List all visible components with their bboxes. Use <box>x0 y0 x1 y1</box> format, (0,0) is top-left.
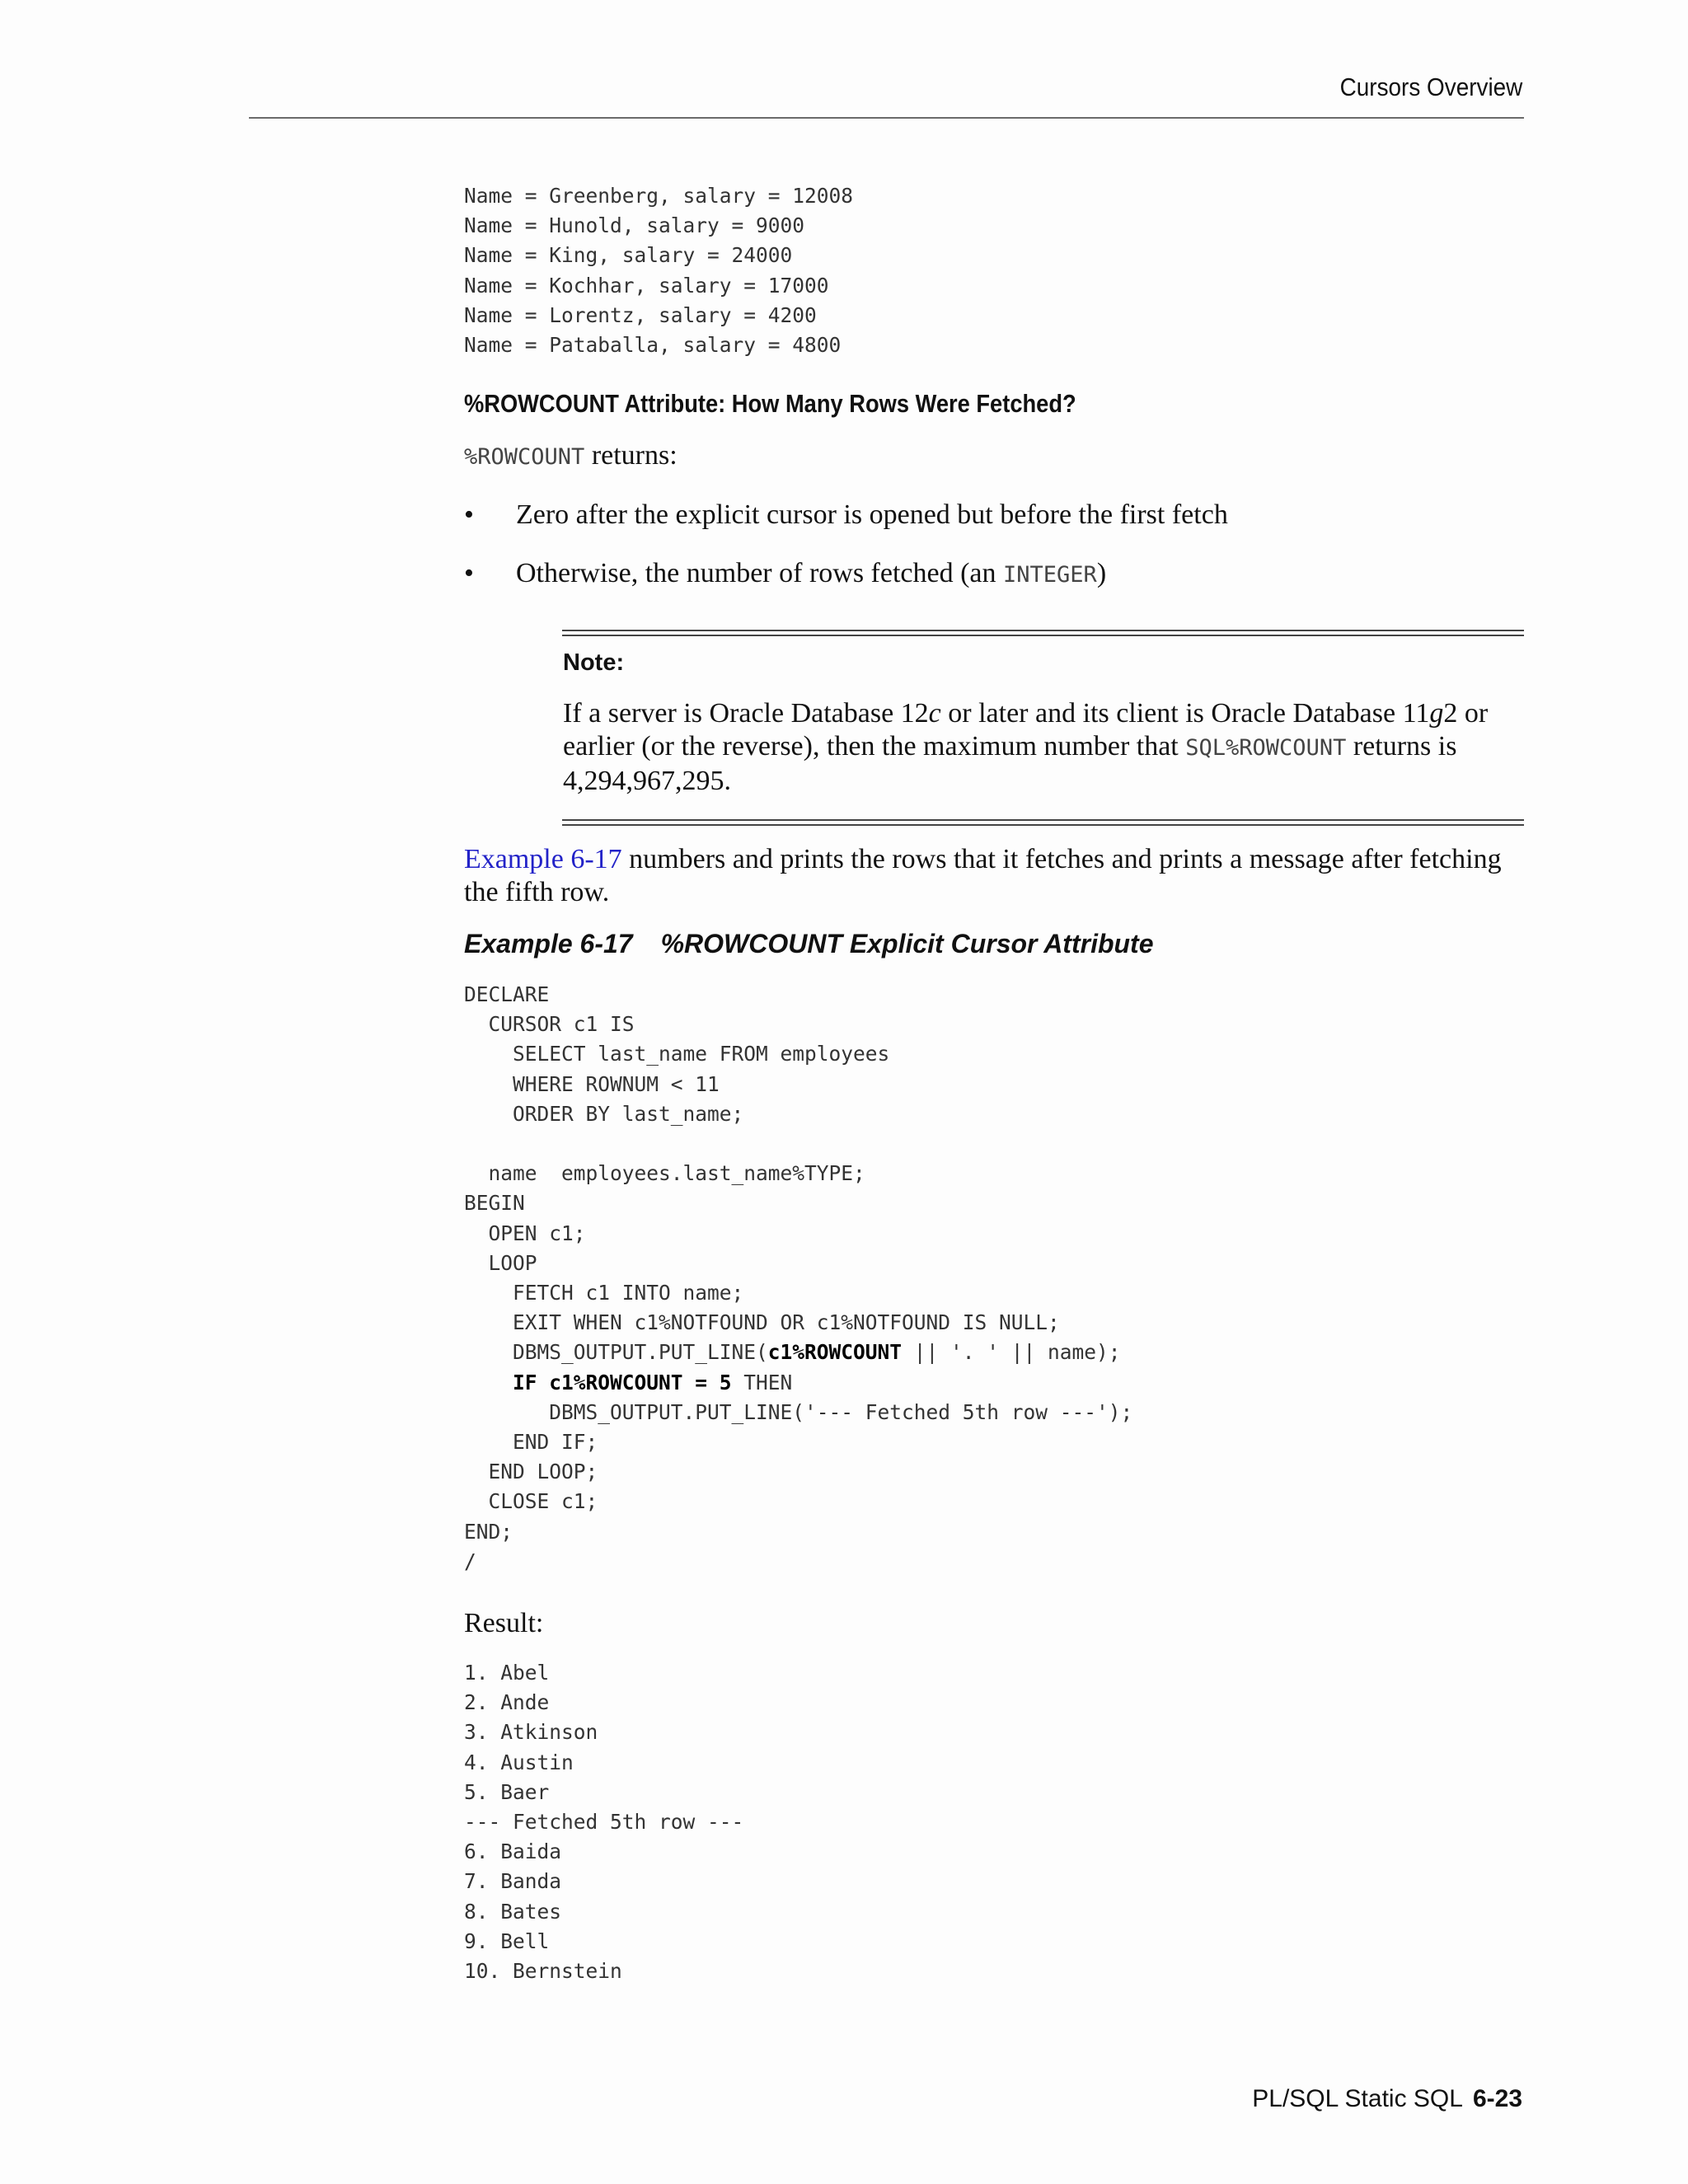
code-line: WHERE ROWNUM < 11 <box>464 1071 720 1096</box>
code-line: 5. Baer <box>464 1779 550 1804</box>
code-line: Name = Pataballa, salary = 4800 <box>464 333 842 358</box>
code-line: Name = King, salary = 24000 <box>464 243 793 268</box>
code-line: Name = Lorentz, salary = 4200 <box>464 302 817 327</box>
note-label: Note: <box>563 649 625 676</box>
result-output <box>464 1658 743 1986</box>
bullet-text: Otherwise, the number of rows fetched (an <box>516 558 1004 588</box>
code-line: 8. Bates <box>464 1899 562 1924</box>
result-label: Result: <box>464 1608 544 1638</box>
note-code: SQL%ROWCOUNT <box>1185 735 1347 761</box>
code-line: Name = Greenberg, salary = 12008 <box>464 184 854 208</box>
code-line: Name = Hunold, salary = 9000 <box>464 213 805 238</box>
code-line: DECLARE <box>464 982 550 1006</box>
footer-book-title: PL/SQL Static SQL <box>1252 2085 1463 2112</box>
bullet-code: INTEGER <box>1003 562 1097 588</box>
code-line: 6. Baida <box>464 1840 562 1864</box>
running-header: Cursors Overview <box>1339 73 1522 101</box>
code-line: END; <box>464 1519 513 1544</box>
code-line: DBMS_OUTPUT.PUT_LINE(c1%ROWCOUNT || '. ' || name); <box>464 1340 1121 1365</box>
example-caption <box>464 929 1154 959</box>
code-line: END IF; <box>464 1430 598 1455</box>
code-line: / <box>464 1549 476 1573</box>
code-line: CLOSE c1; <box>464 1489 598 1514</box>
previous-example-output <box>464 181 853 360</box>
header-rule <box>249 117 1524 119</box>
note-italic: c <box>928 698 941 729</box>
note-text-part: or later and its client is Oracle Database 11 <box>940 698 1430 729</box>
intro-text: returns: <box>584 440 678 471</box>
example-link[interactable]: Example 6-17 <box>464 844 622 874</box>
bullet-suffix: ) <box>1096 558 1107 588</box>
note-text <box>563 697 1531 798</box>
bullet-text: Zero after the explicit cursor is opened but before the first fetch <box>516 499 1228 530</box>
example-title: %ROWCOUNT Explicit Cursor Attribute <box>660 929 1154 958</box>
bullet-dot: • <box>464 558 474 588</box>
code-line: 1. Abel <box>464 1661 550 1685</box>
example-intro <box>464 843 1527 909</box>
section-heading: %ROWCOUNT Attribute: How Many Rows Were Fetched? <box>464 389 1076 418</box>
bullet-item <box>464 499 1228 532</box>
example-intro-text: numbers and prints the rows that it fetches and prints a message after fetching the fifth row. <box>464 844 1502 907</box>
code-line: 10. Bernstein <box>464 1959 622 1984</box>
code-line: 4. Austin <box>464 1750 574 1774</box>
bullet-item <box>464 557 1106 592</box>
code-line <box>464 1129 1132 1159</box>
code-line: IF c1%ROWCOUNT = 5 THEN <box>513 1370 793 1394</box>
code-line: 7. Banda <box>464 1869 562 1894</box>
bullet-dot: • <box>464 499 474 530</box>
example-number: Example 6-17 <box>464 929 633 958</box>
note-text-part: If a server is Oracle Database 12 <box>563 698 929 729</box>
note-text-part: returns is 4,294,967,295. <box>563 731 1457 796</box>
code-line: 3. Atkinson <box>464 1720 598 1745</box>
code-line: --- Fetched 5th row --- <box>464 1810 744 1835</box>
code-line: DBMS_OUTPUT.PUT_LINE('--- Fetched 5th row ---'); <box>464 1399 1133 1424</box>
intro-code: %ROWCOUNT <box>464 444 585 470</box>
code-line: BEGIN <box>464 1191 525 1216</box>
footer-page-number: 6-23 <box>1472 2085 1522 2112</box>
code-line: 2. Ande <box>464 1690 550 1715</box>
code-line: END LOOP; <box>464 1460 598 1484</box>
code-line: name employees.last_name%TYPE; <box>464 1161 865 1186</box>
code-line: FETCH c1 INTO name; <box>464 1281 744 1305</box>
code-line: Name = Kochhar, salary = 17000 <box>464 273 829 298</box>
code-line: EXIT WHEN c1%NOTFOUND OR c1%NOTFOUND IS NULL; <box>464 1310 1060 1335</box>
code-line: CURSOR c1 IS <box>464 1012 635 1037</box>
note-top-rule <box>562 630 1524 636</box>
note-italic: g <box>1429 698 1444 729</box>
example-code-block <box>464 980 1132 1577</box>
code-line: OPEN c1; <box>464 1221 586 1245</box>
code-line: ORDER BY last_name; <box>464 1101 744 1126</box>
note-text-part: 2 or earlier (or the reverse), then the maximum number that <box>563 698 1489 762</box>
code-line: SELECT last_name FROM employees <box>464 1042 890 1066</box>
page-footer <box>1252 2085 1522 2113</box>
code-line: LOOP <box>464 1250 537 1275</box>
note-bottom-rule <box>562 819 1524 826</box>
code-line: 9. Bell <box>464 1929 550 1953</box>
section-intro <box>464 439 678 474</box>
